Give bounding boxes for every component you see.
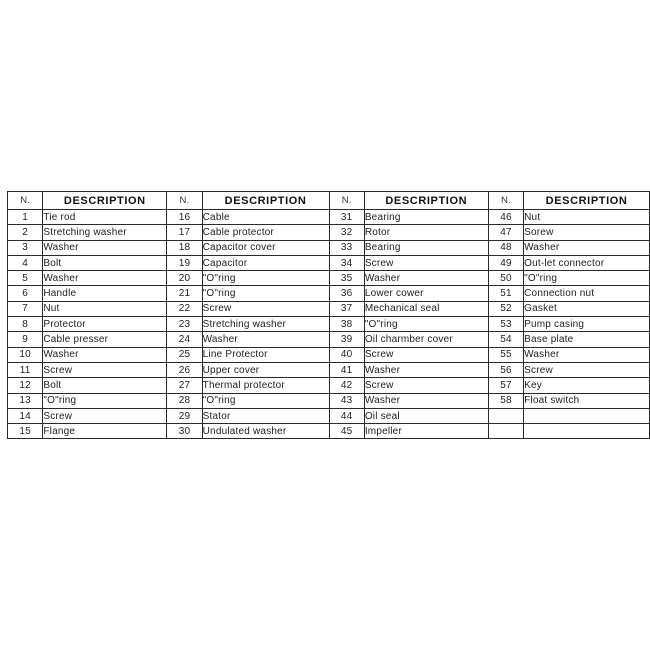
- header-row: [488, 192, 649, 210]
- part-number: 58: [488, 393, 523, 408]
- part-number: 33: [329, 240, 364, 255]
- table-row: [488, 255, 649, 270]
- table-row: [8, 317, 167, 332]
- description-header: DESCRIPTION: [43, 192, 167, 210]
- table-row: [488, 210, 649, 225]
- description-header: DESCRIPTION: [202, 192, 329, 210]
- part-number: 36: [329, 286, 364, 301]
- parts-group-3: [329, 191, 489, 439]
- part-description: Sorew: [524, 225, 650, 240]
- part-number: 7: [8, 301, 43, 316]
- table-row: [329, 317, 488, 332]
- part-number: 49: [488, 255, 523, 270]
- part-number: 32: [329, 225, 364, 240]
- table-row: [488, 362, 649, 377]
- part-description: "O"ring: [364, 317, 488, 332]
- table-row-empty: [488, 408, 649, 423]
- part-description: Line Protector: [202, 347, 329, 362]
- part-description: Stretching washer: [43, 225, 167, 240]
- table-row: [167, 225, 329, 240]
- part-description: Rotor: [364, 225, 488, 240]
- part-number: 14: [8, 408, 43, 423]
- part-number: 23: [167, 317, 202, 332]
- part-description: Washer: [202, 332, 329, 347]
- part-number: 22: [167, 301, 202, 316]
- part-description: Impeller: [364, 424, 488, 439]
- part-number: 56: [488, 362, 523, 377]
- table-row: [8, 255, 167, 270]
- table-row: [8, 378, 167, 393]
- table-row: [329, 210, 488, 225]
- part-number: 28: [167, 393, 202, 408]
- part-description: Washer: [524, 240, 650, 255]
- parts-table: [7, 191, 650, 439]
- part-description: Screw: [202, 301, 329, 316]
- part-number: 57: [488, 378, 523, 393]
- part-number: 37: [329, 301, 364, 316]
- table-row: [329, 240, 488, 255]
- part-description: Screw: [524, 362, 650, 377]
- part-number: 5: [8, 271, 43, 286]
- table-row: [329, 408, 488, 423]
- part-description: Washer: [524, 347, 650, 362]
- table-row: [167, 240, 329, 255]
- part-description: Screw: [43, 408, 167, 423]
- part-description: Capacitor cover: [202, 240, 329, 255]
- part-number: 24: [167, 332, 202, 347]
- part-description: Out-let connector: [524, 255, 650, 270]
- table-row: [488, 286, 649, 301]
- part-description: Nut: [524, 210, 650, 225]
- part-description: Handle: [43, 286, 167, 301]
- part-number: 3: [8, 240, 43, 255]
- part-description: Stator: [202, 408, 329, 423]
- number-header: N.: [8, 192, 43, 210]
- part-description: [524, 424, 650, 439]
- part-number: 42: [329, 378, 364, 393]
- parts-group-2: [166, 191, 329, 439]
- table-row: [8, 225, 167, 240]
- part-number: 21: [167, 286, 202, 301]
- part-number: 16: [167, 210, 202, 225]
- part-number: 12: [8, 378, 43, 393]
- table-row: [8, 301, 167, 316]
- parts-group-1: [7, 191, 167, 439]
- part-description: Washer: [43, 347, 167, 362]
- part-number: 38: [329, 317, 364, 332]
- part-number: 25: [167, 347, 202, 362]
- part-number: 29: [167, 408, 202, 423]
- part-number: 30: [167, 424, 202, 439]
- description-header: DESCRIPTION: [524, 192, 650, 210]
- part-number: 55: [488, 347, 523, 362]
- number-header: N.: [167, 192, 202, 210]
- part-number: 9: [8, 332, 43, 347]
- table-row: [8, 332, 167, 347]
- part-number: 41: [329, 362, 364, 377]
- table-row: [329, 424, 488, 439]
- description-header: DESCRIPTION: [364, 192, 488, 210]
- table-row: [329, 332, 488, 347]
- part-description: Protector: [43, 317, 167, 332]
- table-row: [488, 347, 649, 362]
- table-row: [167, 362, 329, 377]
- table-row: [488, 332, 649, 347]
- table-row: [8, 424, 167, 439]
- part-description: Washer: [364, 271, 488, 286]
- part-description: Thermal protector: [202, 378, 329, 393]
- part-description: Nut: [43, 301, 167, 316]
- part-number: [488, 424, 523, 439]
- part-number: [488, 408, 523, 423]
- part-description: Cable: [202, 210, 329, 225]
- table-row: [488, 301, 649, 316]
- part-number: 40: [329, 347, 364, 362]
- part-description: Bearing: [364, 240, 488, 255]
- part-description: Washer: [43, 240, 167, 255]
- part-description: "O"ring: [43, 393, 167, 408]
- part-number: 48: [488, 240, 523, 255]
- part-description: Undulated washer: [202, 424, 329, 439]
- table-row: [329, 225, 488, 240]
- part-number: 11: [8, 362, 43, 377]
- part-description: "O"ring: [202, 286, 329, 301]
- table-row: [8, 210, 167, 225]
- part-description: Washer: [364, 362, 488, 377]
- part-description: Cable protector: [202, 225, 329, 240]
- part-number: 46: [488, 210, 523, 225]
- table-row: [329, 347, 488, 362]
- part-number: 6: [8, 286, 43, 301]
- table-row: [488, 378, 649, 393]
- table-row: [167, 210, 329, 225]
- part-number: 10: [8, 347, 43, 362]
- part-description: Gasket: [524, 301, 650, 316]
- part-number: 27: [167, 378, 202, 393]
- part-number: 45: [329, 424, 364, 439]
- part-description: Bolt: [43, 255, 167, 270]
- part-number: 15: [8, 424, 43, 439]
- part-description: Float switch: [524, 393, 650, 408]
- part-description: Upper cover: [202, 362, 329, 377]
- table-row: [329, 271, 488, 286]
- part-number: 50: [488, 271, 523, 286]
- part-description: Washer: [43, 271, 167, 286]
- table-row: [167, 286, 329, 301]
- part-number: 44: [329, 408, 364, 423]
- table-row: [8, 286, 167, 301]
- table-row: [8, 408, 167, 423]
- table-row: [167, 393, 329, 408]
- table-row: [329, 393, 488, 408]
- table-row: [488, 393, 649, 408]
- table-row-empty: [488, 424, 649, 439]
- part-number: 17: [167, 225, 202, 240]
- header-row: [8, 192, 167, 210]
- table-row: [329, 286, 488, 301]
- table-row: [167, 255, 329, 270]
- table-row: [488, 271, 649, 286]
- part-description: Screw: [364, 347, 488, 362]
- part-description: Tie rod: [43, 210, 167, 225]
- part-number: 13: [8, 393, 43, 408]
- part-number: 26: [167, 362, 202, 377]
- part-description: Connection nut: [524, 286, 650, 301]
- part-description: Screw: [364, 255, 488, 270]
- table-row: [329, 301, 488, 316]
- part-number: 35: [329, 271, 364, 286]
- part-description: Screw: [364, 378, 488, 393]
- table-row: [488, 225, 649, 240]
- number-header: N.: [488, 192, 523, 210]
- part-description: Bearing: [364, 210, 488, 225]
- part-number: 20: [167, 271, 202, 286]
- part-description: Mechanical seal: [364, 301, 488, 316]
- part-description: [524, 408, 650, 423]
- part-description: Oil charmber cover: [364, 332, 488, 347]
- part-description: "O"ring: [202, 393, 329, 408]
- part-number: 2: [8, 225, 43, 240]
- table-row: [8, 362, 167, 377]
- part-description: Capacitor: [202, 255, 329, 270]
- part-description: Bolt: [43, 378, 167, 393]
- parts-group-4: [488, 191, 650, 439]
- table-row: [329, 255, 488, 270]
- table-row: [167, 378, 329, 393]
- table-row: [167, 332, 329, 347]
- table-row: [329, 362, 488, 377]
- part-number: 34: [329, 255, 364, 270]
- table-row: [167, 317, 329, 332]
- part-description: Screw: [43, 362, 167, 377]
- table-row: [8, 240, 167, 255]
- header-row: [167, 192, 329, 210]
- part-number: 43: [329, 393, 364, 408]
- table-row: [167, 301, 329, 316]
- part-number: 53: [488, 317, 523, 332]
- part-number: 18: [167, 240, 202, 255]
- part-number: 19: [167, 255, 202, 270]
- part-number: 1: [8, 210, 43, 225]
- part-number: 51: [488, 286, 523, 301]
- table-row: [167, 271, 329, 286]
- part-description: Pump casing: [524, 317, 650, 332]
- part-description: Lower cower: [364, 286, 488, 301]
- part-description: Washer: [364, 393, 488, 408]
- table-row: [329, 378, 488, 393]
- part-description: Oil seal: [364, 408, 488, 423]
- table-row: [8, 271, 167, 286]
- part-description: "O"ring: [524, 271, 650, 286]
- part-number: 47: [488, 225, 523, 240]
- part-description: Flange: [43, 424, 167, 439]
- part-description: "O"ring: [202, 271, 329, 286]
- part-number: 8: [8, 317, 43, 332]
- table-row: [488, 317, 649, 332]
- part-description: Cable presser: [43, 332, 167, 347]
- table-row: [488, 240, 649, 255]
- table-row: [8, 347, 167, 362]
- number-header: N.: [329, 192, 364, 210]
- part-description: Stretching washer: [202, 317, 329, 332]
- table-row: [167, 408, 329, 423]
- part-description: Base plate: [524, 332, 650, 347]
- part-number: 52: [488, 301, 523, 316]
- part-description: Key: [524, 378, 650, 393]
- table-row: [167, 424, 329, 439]
- part-number: 31: [329, 210, 364, 225]
- part-number: 39: [329, 332, 364, 347]
- header-row: [329, 192, 488, 210]
- part-number: 4: [8, 255, 43, 270]
- part-number: 54: [488, 332, 523, 347]
- table-row: [167, 347, 329, 362]
- table-row: [8, 393, 167, 408]
